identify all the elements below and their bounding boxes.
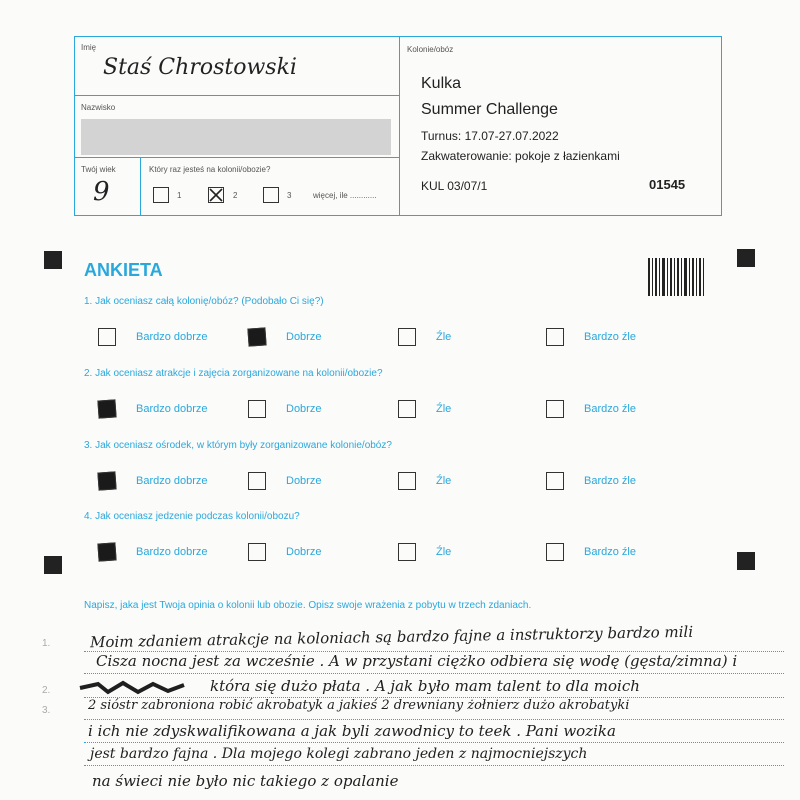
handwritten-line: jest bardzo fajna . Dla mojego kolegi zabrano jeden z najmocniejszych bbox=[90, 746, 588, 762]
handwritten-line: i ich nie zdyskwalifikowana a jak byli zawodnicy to teek . Pani wozika bbox=[88, 722, 616, 740]
wiek-label: Twój wiek bbox=[81, 165, 116, 174]
answer-checkbox-q2-4[interactable] bbox=[546, 400, 564, 418]
answer-label: Bardzo dobrze bbox=[136, 403, 208, 415]
line-number: 1. bbox=[42, 638, 51, 649]
imie-value: Staś Chrostowski bbox=[103, 55, 297, 80]
question-1: 1. Jak oceniasz całą kolonię/obóz? (Podobało Ci się?) bbox=[84, 296, 324, 307]
answer-label: Źle bbox=[436, 475, 452, 487]
opinion-prompt: Napisz, jaka jest Twoja opinia o kolonii lub obozie. Opisz swoje wrażenia z pobytu w trzech zdaniach. bbox=[84, 600, 532, 611]
header-line bbox=[75, 157, 399, 158]
answer-label: Bardzo źle bbox=[584, 546, 636, 558]
registration-marker bbox=[737, 552, 755, 570]
turnus: Turnus: 17.07-27.07.2022 bbox=[421, 129, 559, 143]
question-2: 2. Jak oceniasz atrakcje i zajęcia zorganizowane na kolonii/obozie? bbox=[84, 368, 383, 379]
answer-checkbox-q3-2[interactable] bbox=[248, 472, 266, 490]
answer-checkbox-q3-3[interactable] bbox=[398, 472, 416, 490]
answer-checkbox-q4-4[interactable] bbox=[546, 543, 564, 561]
answer-label: Bardzo dobrze bbox=[136, 475, 208, 487]
answer-checkbox-q3-1[interactable] bbox=[97, 471, 116, 490]
nazwisko-label: Nazwisko bbox=[81, 103, 116, 112]
writing-line bbox=[84, 719, 784, 720]
question-3: 3. Jak oceniasz ośrodek, w którym były zorganizowane kolonie/obóz? bbox=[84, 440, 392, 451]
registration-marker bbox=[44, 251, 62, 269]
question-4: 4. Jak oceniasz jedzenie podczas kolonii/obozu? bbox=[84, 511, 300, 522]
answer-checkbox-q1-4[interactable] bbox=[546, 328, 564, 346]
cross-mark-icon bbox=[209, 188, 223, 202]
answer-checkbox-q2-3[interactable] bbox=[398, 400, 416, 418]
answer-label: Źle bbox=[436, 331, 452, 343]
header-box bbox=[74, 36, 722, 216]
header-line bbox=[75, 95, 399, 96]
line-number: 3. bbox=[42, 705, 51, 716]
registration-marker bbox=[737, 249, 755, 267]
answer-checkbox-q1-2[interactable] bbox=[247, 327, 266, 346]
barcode-icon bbox=[648, 258, 704, 296]
registration-marker bbox=[44, 556, 62, 574]
header-line bbox=[140, 157, 141, 215]
redacted-surname bbox=[81, 119, 391, 155]
camp-code: KUL 03/07/1 bbox=[421, 179, 488, 193]
answer-checkbox-q2-2[interactable] bbox=[248, 400, 266, 418]
answer-checkbox-q2-1[interactable] bbox=[97, 399, 116, 418]
visit-checkbox-1[interactable] bbox=[153, 187, 169, 203]
visit-option-3: 3 bbox=[287, 191, 292, 200]
answer-label: Źle bbox=[436, 546, 452, 558]
imie-label: Imię bbox=[81, 43, 97, 52]
ktory-raz-label: Który raz jesteś na kolonii/obozie? bbox=[149, 165, 271, 174]
answer-label: Bardzo źle bbox=[584, 403, 636, 415]
kolonie-label: Kolonie/obóz bbox=[407, 45, 454, 54]
handwritten-line: 2 sióstr zabroniona robić akrobatyk a jakieś 2 drewniany żołnierz dużo akrobatyki bbox=[88, 698, 630, 713]
scribble-icon bbox=[78, 680, 188, 696]
visit-checkbox-3[interactable] bbox=[263, 187, 279, 203]
writing-line bbox=[84, 673, 784, 674]
answer-checkbox-q4-1[interactable] bbox=[97, 542, 116, 561]
answer-label: Bardzo dobrze bbox=[136, 546, 208, 558]
handwritten-line: Cisza nocna jest za wcześnie . A w przystani ciężko odbiera się wodę (gęsta/zimna) i bbox=[96, 652, 738, 670]
handwritten-line: która się dużo płata . A jak było mam talent to dla moich bbox=[210, 677, 640, 695]
wiek-value: 9 bbox=[93, 177, 110, 207]
visit-more: więcej, ile ............ bbox=[313, 191, 377, 200]
handwritten-line: na świeci nie było nic takiego z opalanie bbox=[92, 772, 399, 790]
survey-title: ANKIETA bbox=[84, 260, 163, 280]
answer-checkbox-q4-2[interactable] bbox=[248, 543, 266, 561]
zakwaterowanie: Zakwaterowanie: pokoje z łazienkami bbox=[421, 149, 620, 163]
answer-label: Bardzo źle bbox=[584, 331, 636, 343]
visit-option-1: 1 bbox=[177, 191, 182, 200]
handwritten-line: Moim zdaniem atrakcje na koloniach są bardzo fajne a instruktorzy bardzo mili bbox=[89, 622, 694, 652]
answer-label: Dobrze bbox=[286, 475, 322, 487]
answer-checkbox-q4-3[interactable] bbox=[398, 543, 416, 561]
answer-label: Bardzo dobrze bbox=[136, 331, 208, 343]
answer-label: Dobrze bbox=[286, 331, 322, 343]
answer-checkbox-q3-4[interactable] bbox=[546, 472, 564, 490]
answer-label: Źle bbox=[436, 403, 452, 415]
writing-line bbox=[84, 742, 784, 743]
visit-option-2: 2 bbox=[233, 191, 238, 200]
answer-checkbox-q1-1[interactable] bbox=[98, 328, 116, 346]
answer-label: Dobrze bbox=[286, 403, 322, 415]
header-divider bbox=[399, 37, 400, 215]
camp-program: Summer Challenge bbox=[421, 101, 558, 118]
answer-checkbox-q1-3[interactable] bbox=[398, 328, 416, 346]
camp-name: Kulka bbox=[421, 75, 462, 92]
answer-label: Bardzo źle bbox=[584, 475, 636, 487]
line-number: 2. bbox=[42, 685, 51, 696]
writing-line bbox=[84, 765, 784, 766]
answer-label: Dobrze bbox=[286, 546, 322, 558]
visit-checkbox-2[interactable] bbox=[208, 187, 224, 203]
form-number: 01545 bbox=[649, 177, 686, 192]
